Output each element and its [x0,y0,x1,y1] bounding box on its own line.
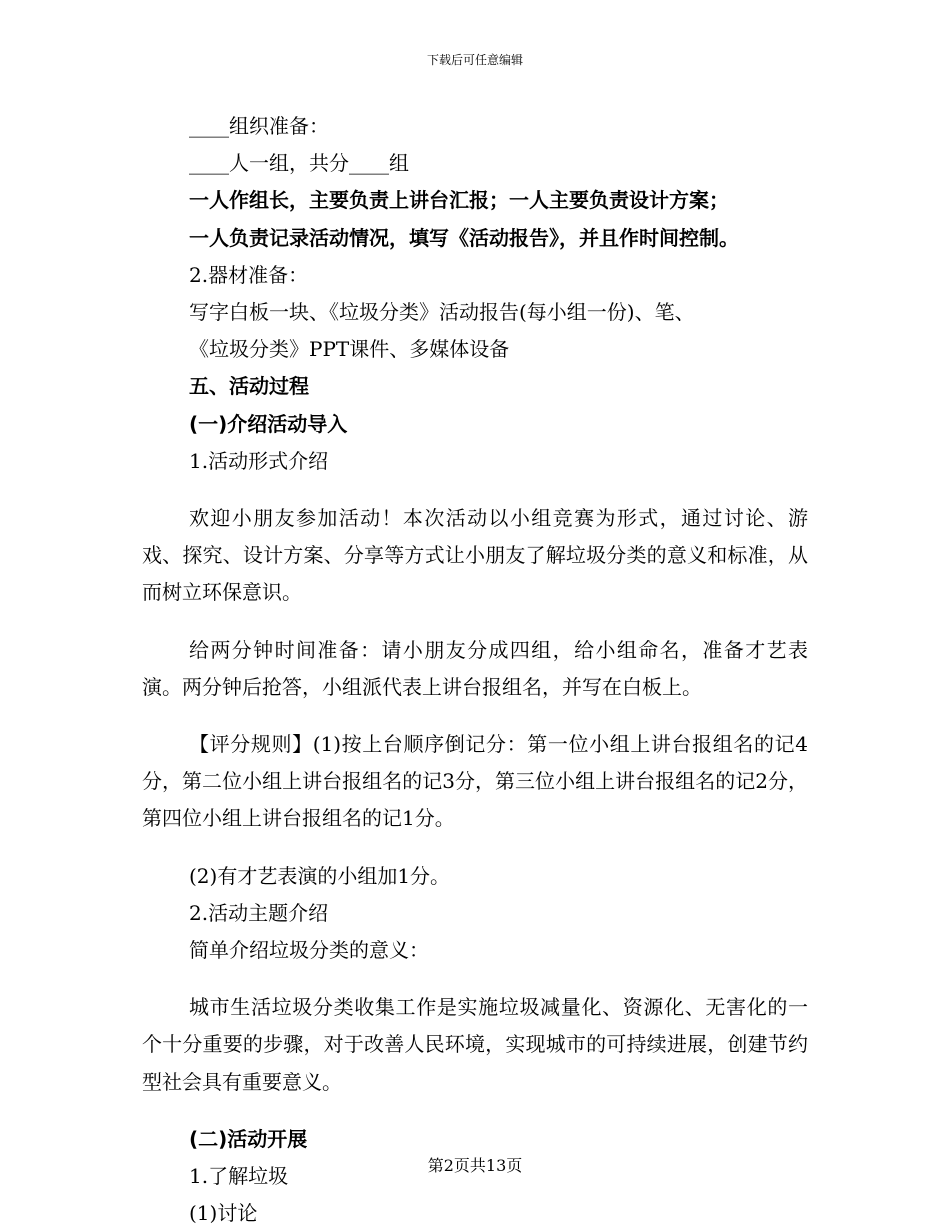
prep-time-paragraph: 给两分钟时间准备：请小朋友分成四组，给小组命名，准备才艺表演。两分钟后抢答，小组派代表上讲台报组名，并写在白板上。 [142,637,808,699]
equipment-heading: 2.器材准备： [189,262,309,287]
equipment-line-2: 《垃圾分类》PPT课件、多媒体设备 [189,337,510,362]
item-heading-understand: 1.了解垃圾 [189,1164,289,1189]
org-prep-line: ____组织准备： [189,114,329,138]
scoring-rules-paragraph: 【评分规则】(1)按上台顺序倒记分：第一位小组上讲台报组名的记4分，第二位小组上讲台报组名的记3分，第三位小组上讲台报组名的记2分，第四位小组上讲台报组名的记1分。 [142,732,808,831]
section-heading-process: 五、活动过程 [189,374,309,399]
welcome-paragraph: 欢迎小朋友参加活动！本次活动以小组竞赛为形式，通过讨论、游戏、探究、设计方案、分享等方式让小朋友了解垃圾分类的意义和标准，从而树立环保意识。 [142,506,808,605]
bonus-rule-line: (2)有才艺表演的小组加1分。 [189,863,451,888]
subsection-heading-activities: (二)活动开展 [189,1126,308,1151]
role-line-1: 一人作组长，主要负责上讲台汇报；一人主要负责设计方案； [189,188,729,213]
group-count-line: ____人一组，共分____组 [189,151,409,176]
meaning-paragraph: 城市生活垃圾分类收集工作是实施垃圾减量化、资源化、无害化的一个十分重要的步骤，对于改善人民环境，实现城市的可持续进展，创建节约型社会具有重要意义。 [142,995,808,1094]
item-heading-format: 1.活动形式介绍 [189,448,329,473]
document-body [142,108,808,1232]
meaning-intro-line: 简单介绍垃圾分类的意义： [189,938,429,963]
role-line-2: 一人负责记录活动情况，填写《活动报告》，并且作时间控制。 [189,225,739,250]
page-footer: 第2页共13页 [427,1156,523,1175]
item-discussion: (1)讨论 [189,1201,258,1226]
equipment-line-1: 写字白板一块、《垃圾分类》活动报告(每小组一份)、笔、 [189,300,695,325]
item-heading-theme: 2.活动主题介绍 [189,900,329,925]
page-header: 下载后可任意编辑 [426,53,523,67]
subsection-heading-intro: (一)介绍活动导入 [189,411,348,436]
